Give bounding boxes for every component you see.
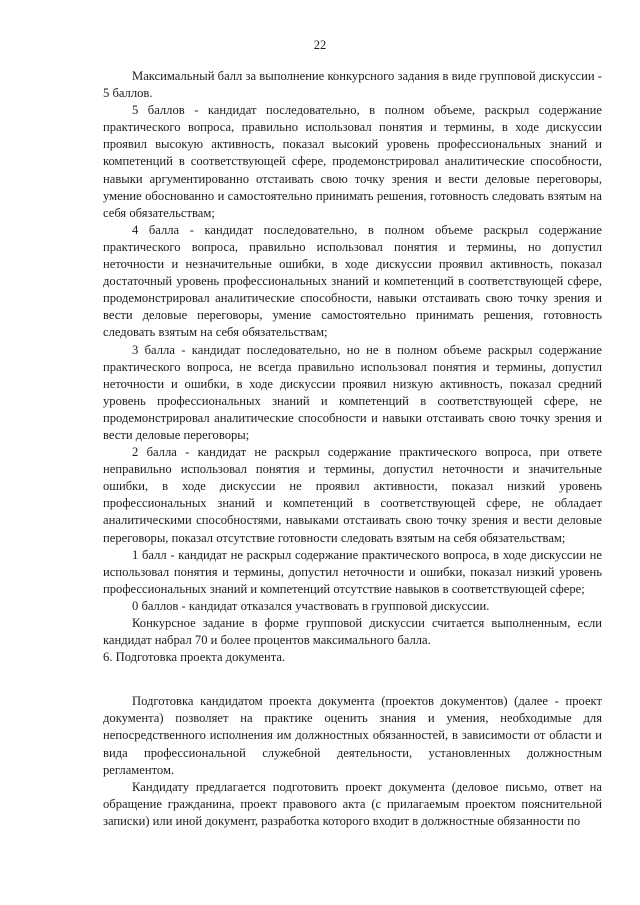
- document-body: [103, 68, 602, 830]
- paragraph-score-5: 5 баллов - кандидат последовательно, в полном объеме, раскрыл содержание практического вопроса, правильно использовал понятия и термины, в ходе дискуссии проявил высокую активность, показал высокий уровень профессиональных знаний и компетенций в соответствующей сфере, продемонстрировал аналитические способности, навыки аргументированно отстаивать свою точку зрения и вести деловые переговоры, умение обоснованно и самостоятельно принимать решения, готовность следовать взятым на себя обязательствам;: [103, 103, 602, 220]
- section-heading: 6. Подготовка проекта документа.: [103, 650, 286, 665]
- paragraph-document-purpose: Подготовка кандидатом проекта документа (проектов документов) (далее - проект документа) позволяет на практике оценить знания и умения, необходимые для непосредственного исполнения им должностных обязанностей, в зависимости от области и вида профессиональной служебной деятельности, установленных должностным регламентом.: [103, 694, 602, 777]
- paragraph-score-2: 2 балла - кандидат не раскрыл содержание практического вопроса, при ответе неправильно использовал понятия и термины, допустил неточности и значительные ошибки, в ходе дискуссии не проявил активности, показал низкий уровень профессиональных знаний и компетенций в соответствующей сфере, не обладает аналитическими способностями, навыками отстаивать свою точку зрения и вести деловые переговоры, показал отсутствие готовности следовать взятым на себя обязательствам;: [103, 445, 602, 545]
- paragraph-completion-rule: Конкурсное задание в форме групповой дискуссии считается выполненным, если кандидат набрал 70 и более процентов максимального балла.: [103, 616, 602, 648]
- paragraph-document-task: Кандидату предлагается подготовить проект документа (деловое письмо, ответ на обращение гражданина, проект правового акта (с прилагаемым проектом пояснительной записки) или иной документ, разработка которого входит в должностные обязанности по: [103, 779, 602, 828]
- page-number: 22: [313, 38, 327, 52]
- paragraph-score-4: 4 балла - кандидат последовательно, в полном объеме раскрыл содержание практического вопроса, правильно использовал понятия и термины, но допустил неточности и незначительные ошибки, в ходе дискуссии проявил активность, показал достаточный уровень профессиональных знаний и компетенций в соответствующей сфере, продемонстрировал аналитические способности, навыки отстаивать свою точку зрения и вести деловые переговоры, умение самостоятельно принимать решения, готовность следовать взятым на себя обязательствам;: [103, 222, 602, 340]
- paragraph-max-score: Максимальный балл за выполнение конкурсного задания в виде групповой дискуссии - 5 баллов.: [103, 69, 602, 101]
- paragraph-score-1: 1 балл - кандидат не раскрыл содержание практического вопроса, в ходе дискуссии не использовал понятия и термины, допустил неточности и ошибки, показал низкий уровень профессиональных знаний и компетенций отсутствие навыков в соответствующей сфере;: [103, 547, 602, 596]
- paragraph-score-3: 3 балла - кандидат последовательно, но не в полном объеме раскрыл содержание практического вопроса, не всегда правильно использовал понятия и термины, допустил неточности и ошибки, в ходе дискуссии проявил низкую активность, показал средний уровень профессиональных знаний и компетенций в соответствующей сфере, не продемонстрировал аналитические способности и навыки отстаивать свою точку зрения и вести деловые переговоры;: [103, 342, 602, 442]
- paragraph-score-0: 0 баллов - кандидат отказался участвовать в групповой дискуссии.: [132, 598, 490, 613]
